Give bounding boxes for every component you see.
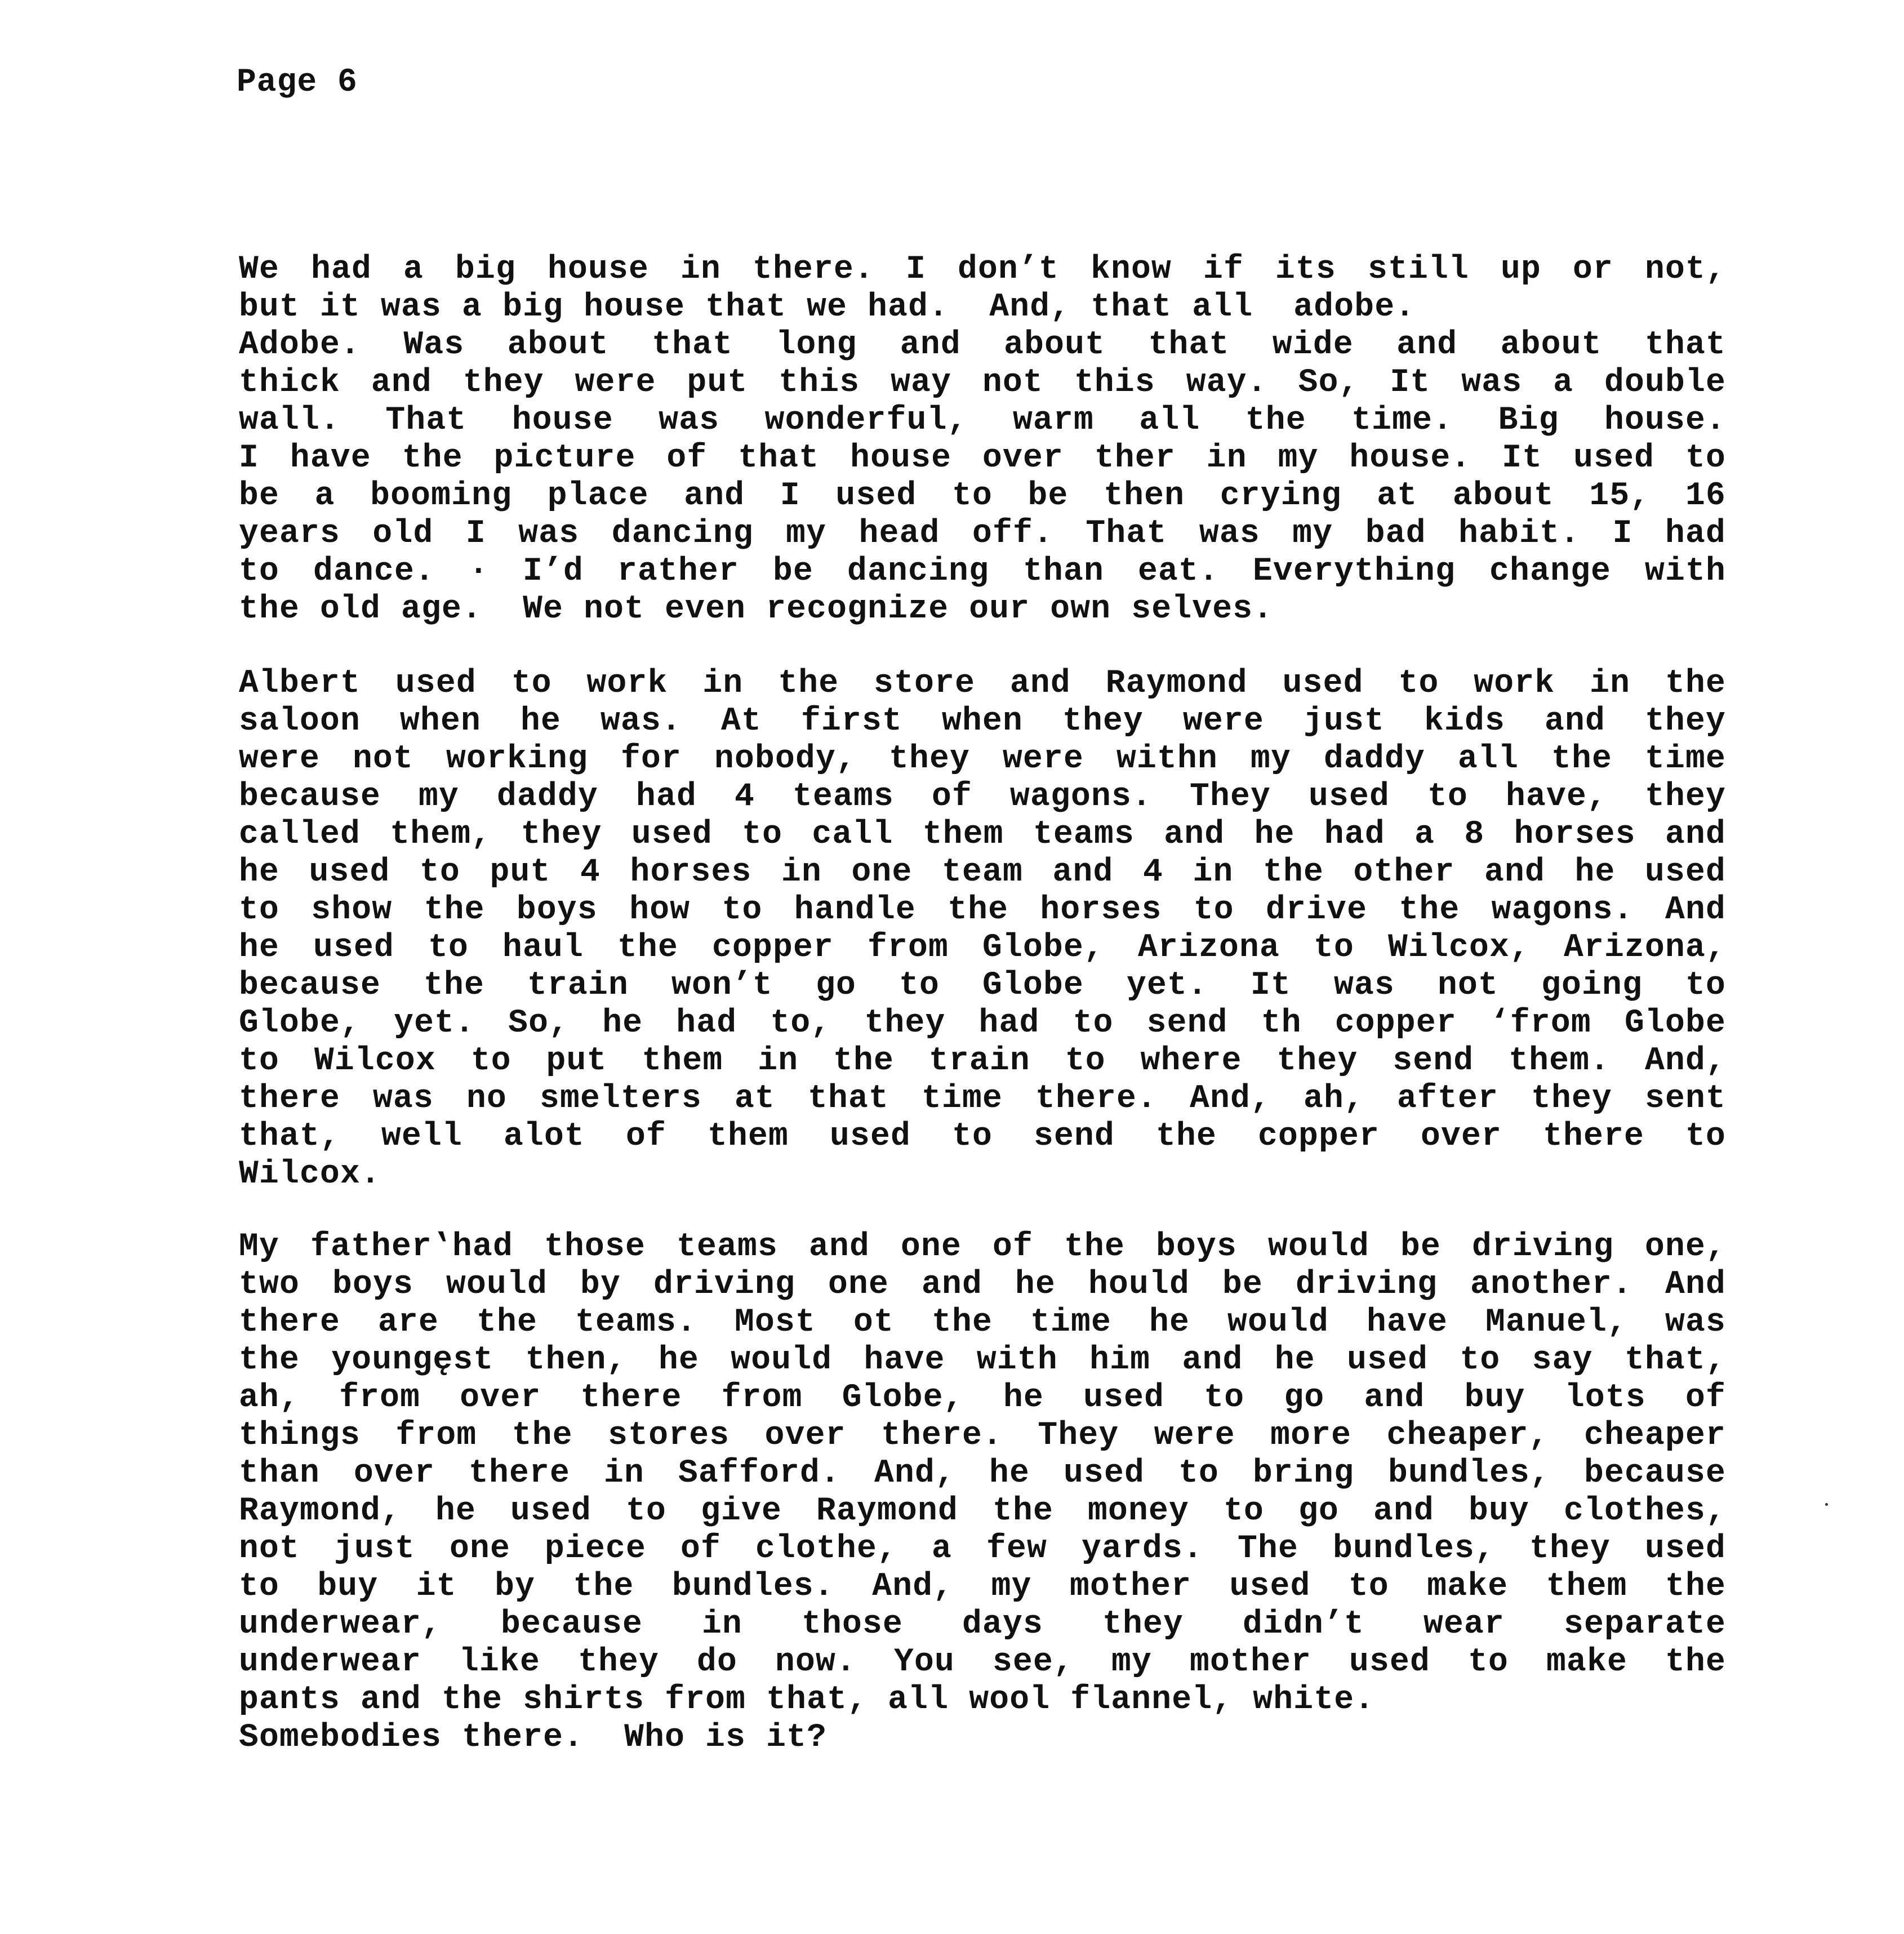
text-line: things from the stores over there. They were more cheaper, cheaper [239,1417,1726,1454]
text-line: to dance. · I’d rather be dancing than eat. Everything change with [239,553,1726,590]
text-line: Albert used to work in the store and Raymond used to work in the [239,665,1726,702]
text-line: there are the teams. Most ot the time he would have Manuel, was [239,1304,1726,1341]
text-line: to show the boys how to handle the horses to drive the wagons. And [239,892,1726,928]
text-line: Raymond, he used to give Raymond the money to go and buy clothes, [239,1493,1726,1530]
page-number: Page 6 [237,64,358,101]
text-line: underwear like they do now. You see, my mother used to make the [239,1644,1726,1680]
text-line: years old I was dancing my head off. That was my bad habit. I had [239,515,1726,552]
text-line: but it was a big house that we had. And, that all adobe. [239,289,1416,326]
text-line: he used to haul the copper from Globe, Arizona to Wilcox, Arizona, [239,930,1726,966]
text-line: the old age. We not even recognize our own selves. [239,591,1274,628]
paragraph-wagons [239,665,1726,1193]
text-line: two boys would by driving one and he hould be driving another. And [239,1266,1726,1303]
text-line: Somebodies there. Who is it? [239,1719,828,1756]
text-line: he used to put 4 horses in one team and 4 in the other and he used [239,854,1726,891]
text-line: pants and the shirts from that, all wool flannel, white. [239,1682,1375,1718]
text-line: My father‛had those teams and one of the boys would be driving one, [239,1229,1726,1265]
text-line: to Wilcox to put them in the train to where they send them. And, [239,1043,1726,1079]
text-line: wall. That house was wonderful, warm all the time. Big house. [239,402,1726,439]
text-line: thick and they were put this way not this way. So, It was a double [239,364,1726,401]
text-line: We had a big house in there. I don’t know if its still up or not, [239,251,1726,288]
text-line: Globe, yet. So, he had to, they had to send th copper ‘from Globe [239,1005,1726,1042]
text-line: I have the picture of that house over ther in my house. It used to [239,440,1726,477]
text-line: because my daddy had 4 teams of wagons. They used to have, they [239,779,1726,815]
text-line: be a booming place and I used to be then crying at about 15, 16 [239,478,1726,514]
paragraph-father [239,1228,1726,1757]
text-line: that, well alot of them used to send the copper over there to [239,1118,1726,1155]
text-line: called them, they used to call them teams and he had a 8 horses and [239,816,1726,853]
text-line: Adobe. Was about that long and about that wide and about that [239,327,1726,363]
text-line: saloon when he was. At first when they were just kids and they [239,703,1726,740]
text-line: because the train won’t go to Globe yet. It was not going to [239,967,1726,1004]
text-line: were not working for nobody, they were withn my daddy all the time [239,741,1726,777]
text-line: to buy it by the bundles. And, my mother used to make them the [239,1568,1726,1605]
text-line: ah, from over there from Globe, he used to go and buy lots of [239,1380,1726,1416]
text-line: the youngęst then, he would have with him and he used to say that, [239,1342,1726,1379]
text-line: than over there in Safford. And, he used to bring bundles, because [239,1455,1726,1492]
text-line: not just one piece of clothe, a few yards. The bundles, they used [239,1531,1726,1567]
scan-speck [1825,1503,1828,1506]
text-line: Wilcox. [239,1156,381,1193]
paragraph-house [239,251,1726,628]
text-line: there was no smelters at that time there. And, ah, after they sent [239,1081,1726,1117]
text-line: underwear, because in those days they didn’t wear separate [239,1606,1726,1643]
